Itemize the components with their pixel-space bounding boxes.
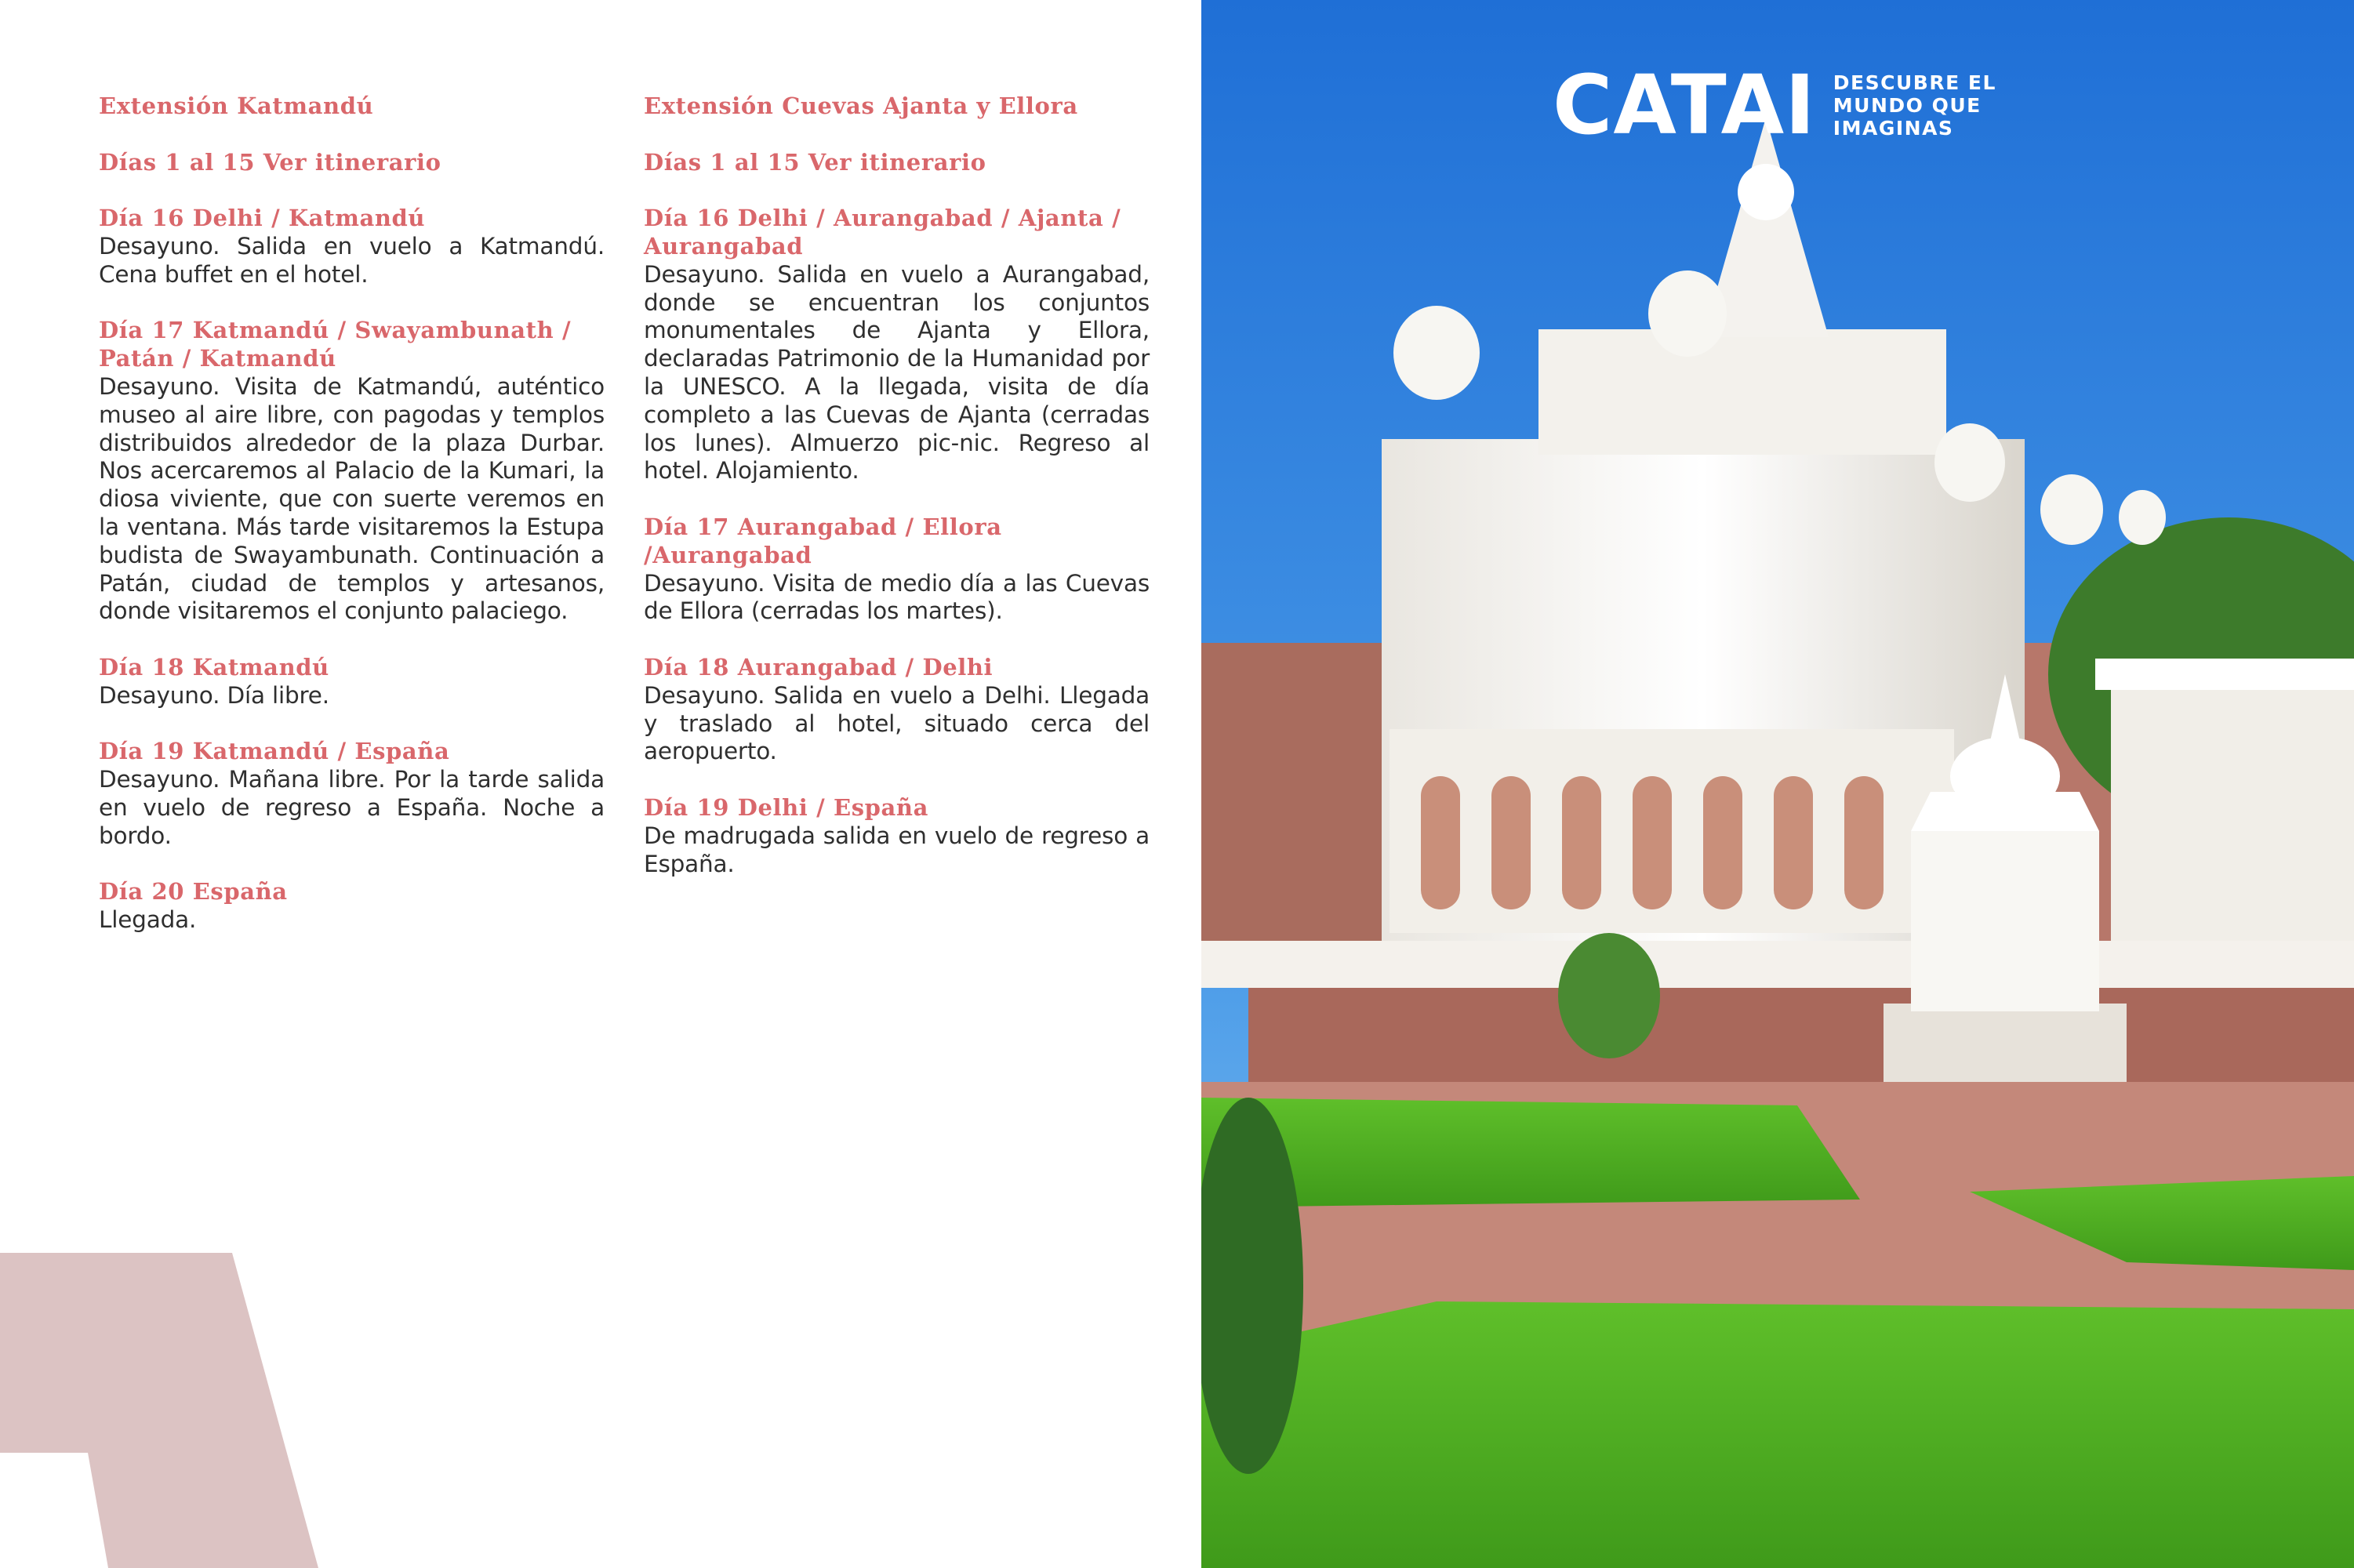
day-heading: Día 19 Katmandú / España (99, 738, 450, 765)
day-description: Desayuno. Día libre. (99, 681, 329, 709)
day-heading: Día 17 Aurangabad / Ellora /Aurangabad (644, 513, 1002, 568)
section-title (644, 93, 1150, 121)
day-description: Llegada. (99, 906, 197, 934)
jaswant-thada-monument-photo (1201, 0, 2354, 1568)
day-entry (644, 654, 1150, 766)
day-heading: Día 19 Delhi / España (644, 793, 928, 821)
day-description: Desayuno. Salida en vuelo a Delhi. Llegada y traslado al hotel, situado cerca del aeropuerto. (644, 681, 1150, 765)
extension-title: Extensión Cuevas Ajanta y Ellora (644, 93, 1078, 119)
right-page (1201, 0, 2354, 1568)
days-intro: Días 1 al 15 Ver itinerario (99, 148, 441, 176)
brand-name: CATAI (1553, 57, 1816, 153)
section-intro (99, 149, 605, 177)
day-description: De madrugada salida en vuelo de regreso a España. (644, 822, 1150, 877)
day-heading: Día 18 Katmandú (99, 653, 329, 681)
day-entry (99, 654, 605, 710)
day-heading: Día 16 Delhi / Katmandú (99, 205, 426, 232)
day-heading: Día 17 Katmandú / Swayambunath / Patán / Katmandú (99, 317, 572, 372)
day-entry (644, 514, 1150, 626)
day-description: Desayuno. Mañana libre. Por la tarde salida en vuelo de regreso a España. Noche a bordo. (99, 766, 605, 849)
day-description: Desayuno. Salida en vuelo a Katmandú. Cena buffet en el hotel. (99, 232, 605, 288)
ajanta-ellora-extension-column (644, 93, 1150, 906)
day-description: Desayuno. Visita de Katmandú, auténtico museo al aire libre, con pagodas y templos distribuidos alrededor de la plaza Durbar. Nos acercaremos al Palacio de la Kumari, la diosa viviente, que con suerte veremos en la ventana. Más tarde visitaremos la Estupa budista de Swayambunath. Continuación a Patán, ciudad de templos y artesanos, donde visitaremos el conjunto palaciego. (99, 372, 605, 625)
katmandu-extension-column (99, 93, 605, 963)
day-entry (644, 794, 1150, 878)
section-intro (644, 149, 1150, 177)
day-entry (99, 738, 605, 850)
day-entry (99, 205, 605, 289)
brand-tagline: DESCUBRE EL MUNDO QUE IMAGINAS (1833, 71, 1996, 140)
day-entry (99, 317, 605, 626)
day-heading: Día 18 Aurangabad / Delhi (644, 653, 994, 681)
day-entry (99, 878, 605, 935)
catai-logo (1553, 57, 2014, 153)
extension-title: Extensión Katmandú (99, 93, 374, 119)
decorative-slanted-block (0, 1253, 318, 1568)
section-title (99, 93, 605, 121)
days-intro: Días 1 al 15 Ver itinerario (644, 148, 986, 176)
day-heading: Día 20 España (99, 878, 288, 906)
day-description: Desayuno. Salida en vuelo a Aurangabad, donde se encuentran los conjuntos monumentales de Ajanta y Ellora, declaradas Patrimonio de la Humanidad por la UNESCO. A la llegada, visita de día completo a las Cuevas de Ajanta (cerradas los lunes). Almuerzo pic-nic. Regreso al hotel. Alojamiento. (644, 260, 1150, 485)
day-heading: Día 16 Delhi / Aurangabad / Ajanta / Aurangabad (644, 205, 1121, 260)
day-entry (644, 205, 1150, 485)
day-description: Desayuno. Visita de medio día a las Cuevas de Ellora (cerradas los martes). (644, 569, 1150, 625)
